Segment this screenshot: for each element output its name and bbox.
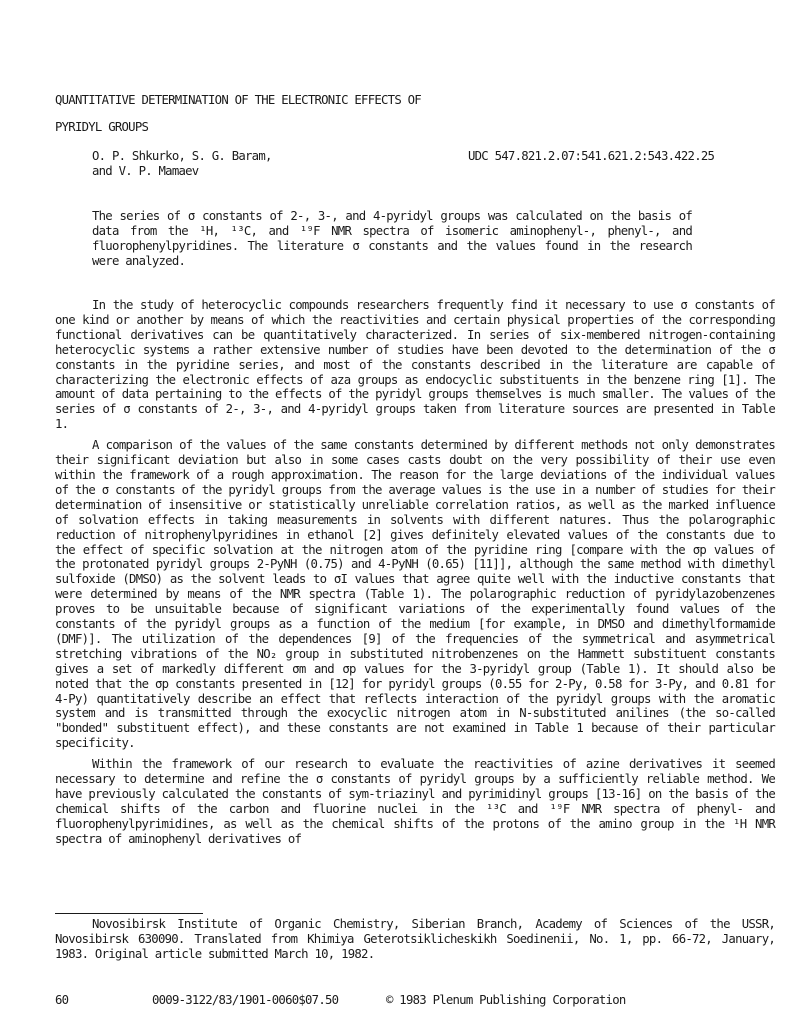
body-paragraph-1: In the study of heterocyclic compounds researchers frequently find it necessary to use σ constants of one kind or another by means of which the reactivities and certain physical properties of the corresponding functional derivatives can be quantitatively characterized. In series of six-membered nitrogen-containing heterocyclic systems a rather extensive number of studies have been devoted to the determination of the σ constants in the pyridine series, and most of the constants described in the literature are capable of characterizing the electronic effects of aza groups as endocyclic substituents in the benzene ring [1]. The amount of data pertaining to the effects of the pyridyl groups themselves is much smaller. The values of the series of σ constants of 2-, 3-, and 4-pyridyl groups taken from literature sources are presented in Table 1.: [55, 298, 775, 432]
page-number: 60: [55, 993, 69, 1007]
body-paragraph-2: A comparison of the values of the same constants determined by different methods not only demonstrates their significant deviation but also in some cases casts doubt on the very possibility of their use even within the framework of a rough approximation. The reason for the large deviations of the individual values of the σ constants of the pyridyl groups from the average values is the use in a number of studies for their determination of insensitive or statistically unreliable correlation ratios, as well as the marked influence of solvation effects in taking measurements in solvents with different natures. Thus the polarographic reduction of nitrophenylpyridines in ethanol [2] gives definitely elevated values of the constants due to the effect of specific solvation at the nitrogen atom of the pyridine ring [compare with the σp values of the protonated pyridyl groups 2-PyNH (0.75) and 4-PyNH (0.65) [11]], although the same method with dimethyl sulfoxide (DMSO) as the solvent leads to σI values that agree quite well with the inductive constants that were determined by means of the NMR spectra (Table 1). The polarographic reduction of pyridylazobenzenes proves to be unsuitable because of significant variations of the experimentally found values of the constants of the pyridyl groups as a function of the medium [for example, in DMSO and dimethylformamide (DMF)]. The utilization of the dependences [9] of the frequencies of the symmetrical and asymmetrical stretching vibrations of the NO₂ group in substituted nitrobenzenes on the Hammett substituent constants gives a set of markedly different σm and σp values for the 3-pyridyl group (Table 1). It should also be noted that the σp constants presented in [12] for pyridyl groups (0.55 for 2-Py, 0.58 for 3-Py, and 0.81 for 4-Py) quantitatively describe an effect that reflects interaction of the pyridyl groups with the aromatic system and is transmitted through the exocyclic nitrogen atom in N-substituted anilines (the so-called "bonded" substituent effect), and these constants are not examined in Table 1 because of their particular specificity.: [55, 438, 775, 751]
title-line-2: PYRIDYL GROUPS: [55, 120, 149, 134]
authors-line-1: O. P. Shkurko, S. G. Baram,: [92, 149, 272, 163]
abstract: The series of σ constants of 2-, 3-, and 4-pyridyl groups was calculated on the basis of data from the ¹H, ¹³C, and ¹⁹F NMR spectra of isomeric aminophenyl-, phenyl-, and fluorophenylpyridines. The literature σ constants and the values found in the research were analyzed.: [92, 209, 692, 268]
authors-line-2: and V. P. Mamaev: [92, 163, 199, 178]
body-paragraph-3: Within the framework of our research to evaluate the reactivities of azine derivatives it seemed necessary to determine and refine the σ constants of pyridyl groups by a sufficiently reliable method. We have previously calculated the constants of sym-triazinyl and pyrimidinyl groups [13-16] on the basis of the chemical shifts of the carbon and fluorine nuclei in the ¹³C and ¹⁹F NMR spectra of phenyl- and fluorophenylpyrimidines, as well as the chemical shifts of the protons of the amino group in the ¹H NMR spectra of aminophenyl derivatives of: [55, 757, 775, 846]
issn-code: 0009-3122/83/1901-0060$07.50: [152, 993, 339, 1007]
title-line-1: QUANTITATIVE DETERMINATION OF THE ELECTRONIC EFFECTS OF: [55, 93, 421, 107]
authors: [92, 149, 272, 179]
footnote-separator: [55, 913, 203, 914]
article-body: [55, 298, 775, 853]
affiliation-footnote: Novosibirsk Institute of Organic Chemistry, Siberian Branch, Academy of Sciences of the USSR, Novosibirsk 630090. Translated from Khimiya Geterotsiklicheskikh Soedinenii, No. 1, pp. 66-72, January, 1983. Original article submitted March 10, 1982.: [55, 917, 775, 961]
udc-code: UDC 547.821.2.07:541.621.2:543.422.25: [468, 149, 715, 163]
copyright-notice: © 1983 Plenum Publishing Corporation: [386, 993, 626, 1007]
